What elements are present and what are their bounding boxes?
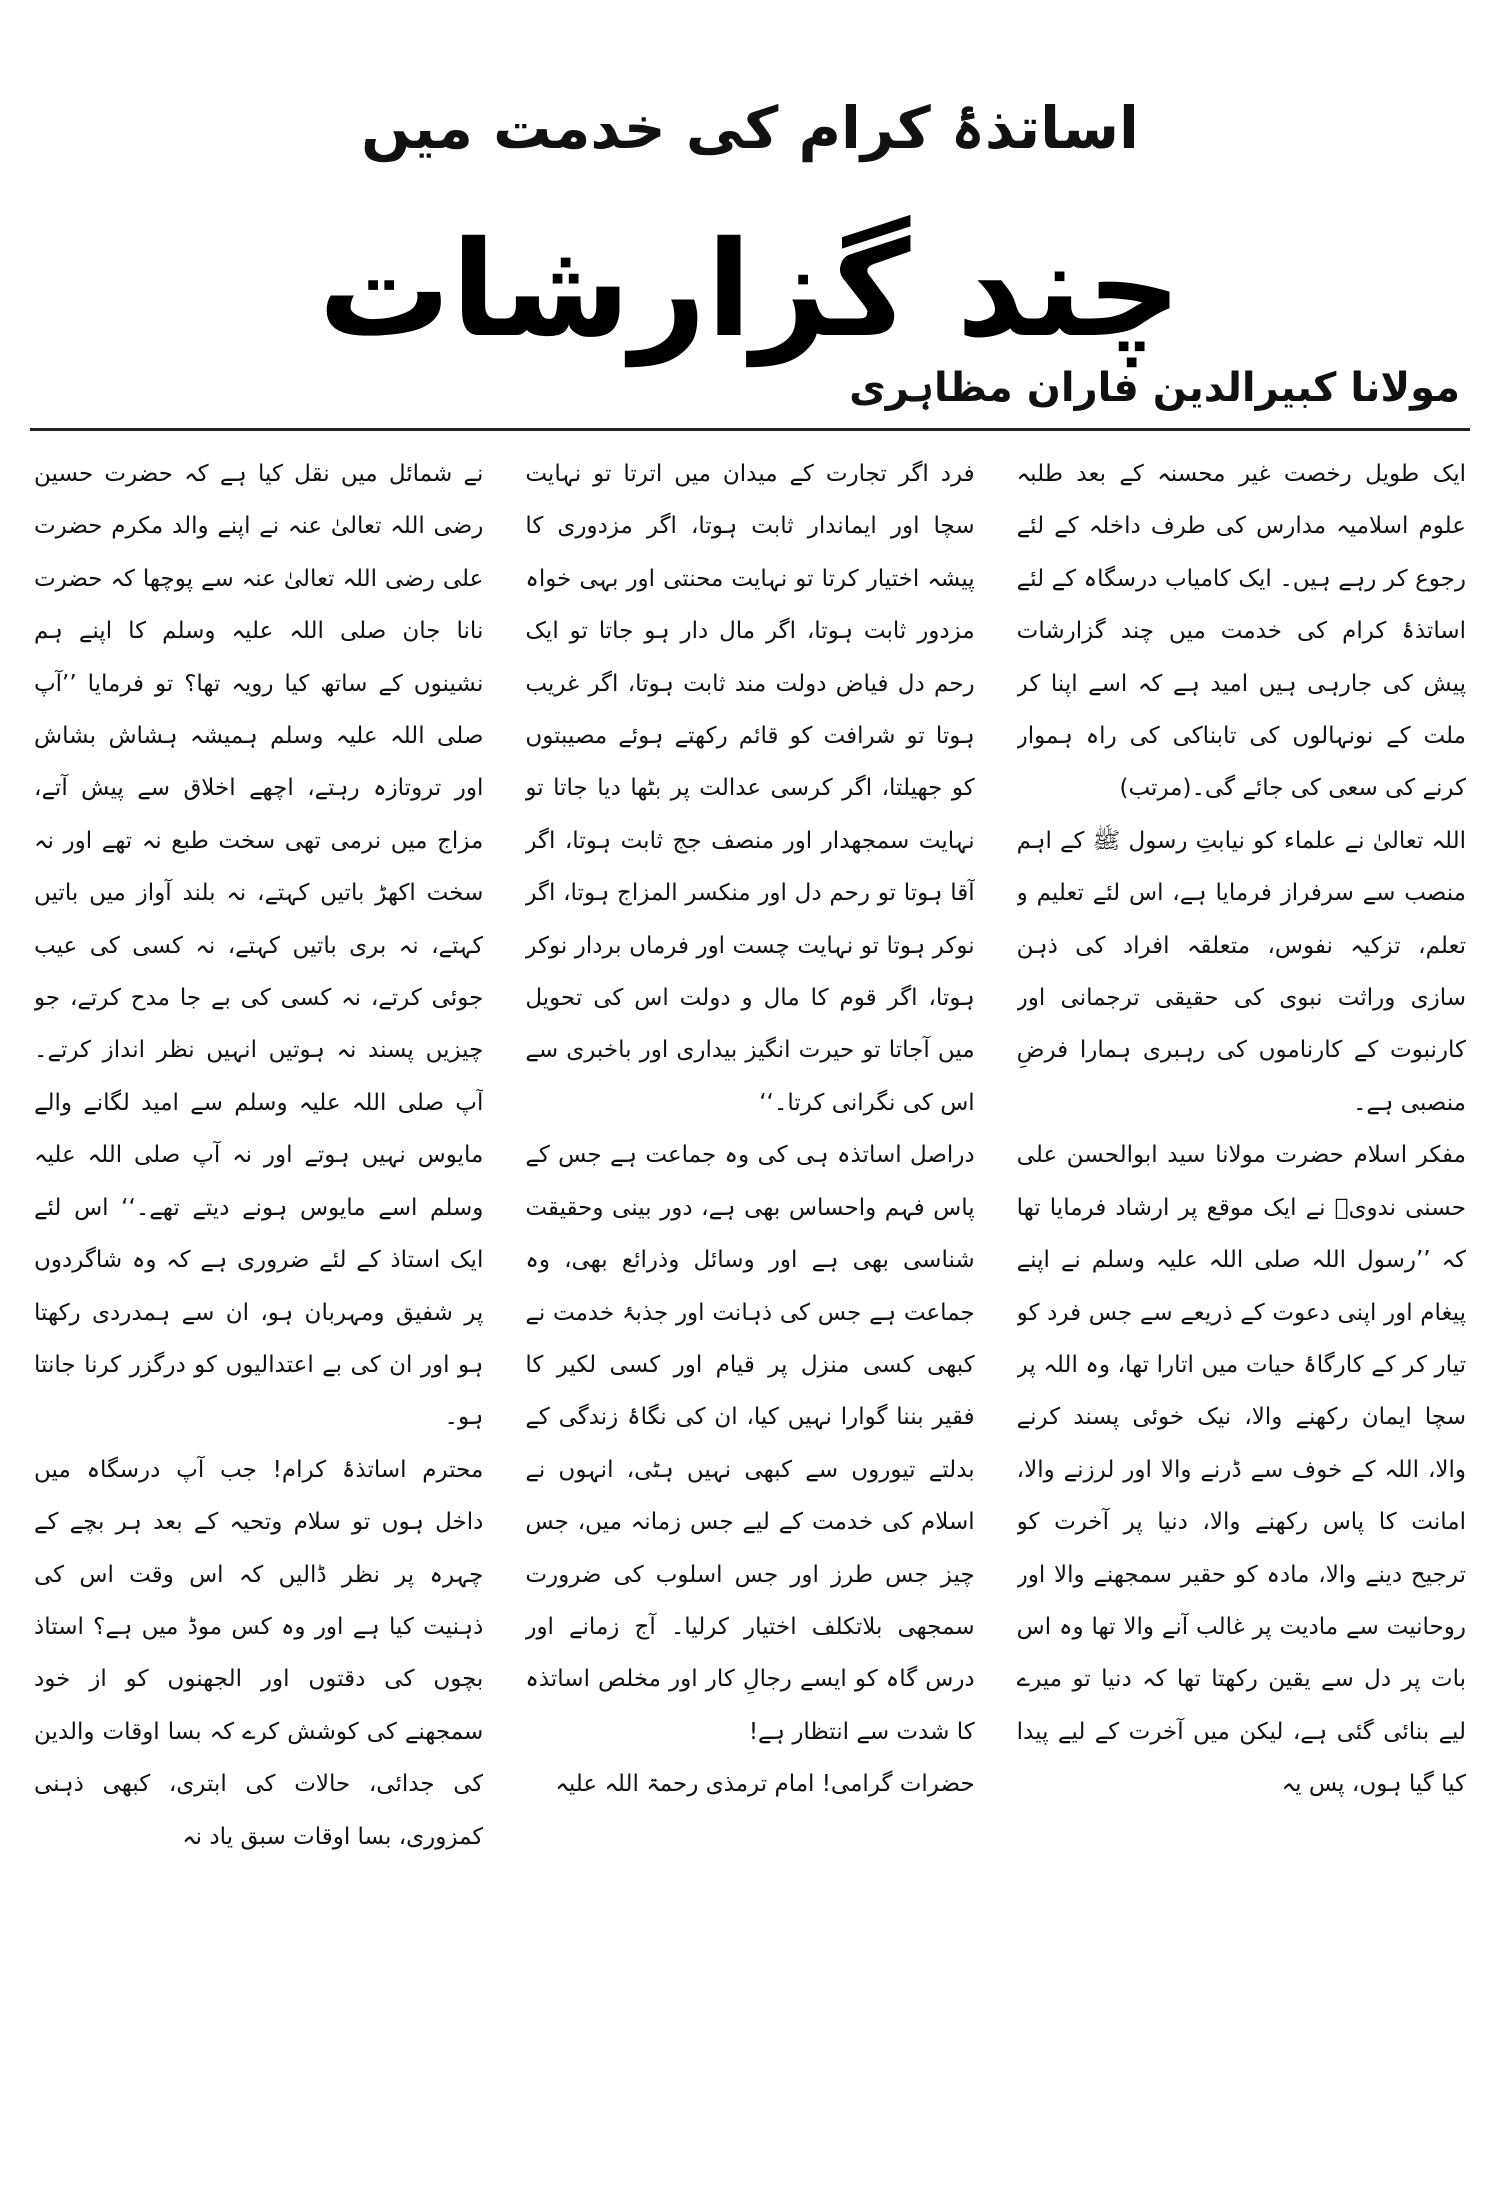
article-headline: چند گزارشات [318,213,1182,367]
paragraph: نے شمائل میں نقل کیا ہے کہ حضرت حسین رضی اللہ تعالیٰ عنہ نے اپنے والد مکرم حضرت علی رضی اللہ تعالیٰ عنہ سے پوچھا کہ حضرت نانا جان صلی اللہ علیہ وسلم کا اپنے ہم نشینوں کے ساتھ کیا رویہ تھا؟ تو فرمایا ’’آپ صلی اللہ علیہ وسلم ہمیشہ ہشاش بشاش اور تروتازہ رہتے، اچھے اخلاق سے پیش آتے، مزاج میں نرمی تھی سخت طبع نہ تھے اور نہ سخت اکھڑ باتیں کہتے، نہ بلند آواز میں باتیں کہتے، نہ بری باتیں کہتے، نہ کسی کی عیب جوئی کرتے، نہ کسی کی بے جا مدح کرتے، جو چیزیں پسند نہ ہوتیں انہیں نظر انداز کرتے۔ آپ صلی اللہ علیہ وسلم سے امید لگانے والے مایوس نہیں ہوتے اور نہ آپ صلی اللہ علیہ وسلم اسے مایوس ہونے دیتے تھے۔‘‘ اس لئے ایک استاذ کے لئے ضروری ہے کہ وہ شاگردوں پر شفیق ومہربان ہو، ان سے ہمدردی رکھتا ہو اور ان کی بے اعتدالیوں کو درگزر کرنا جانتا ہو۔ [34,461,484,1431]
paragraph: حضرات گرامی! امام ترمذی رحمۃ اللہ علیہ [555,1771,975,1798]
paragraph: دراصل اساتذہ ہی کی وہ جماعت ہے جس کے پاس فہم واحساس بھی ہے، دور بینی وحقیقت شناسی بھی ہے اور وسائل وذرائع بھی، وہ جماعت ہے جس کی ذہانت اور جذبۂ خدمت نے کبھی کسی منزل پر قیام اور کسی لکیر کا فقیر بننا گوارا نہیں کیا، ان کی نگاۂ زندگی کے بدلتے تیوروں سے کبھی نہیں ہٹی، انہوں نے اسلام کی خدمت کے لیے جس زمانہ میں، جس چیز جس طرز اور جس اسلوب کی ضرورت سمجھی بلاتکلف اختیار کرلیا۔ آج زمانے اور درس گاہ کو ایسے رجالِ کار اور مخلص اساتذہ کا شدت سے انتظار ہے! [525,1142,975,1745]
article-body [34,448,1466,2178]
column-right [1017,448,1466,2178]
column-middle [525,448,974,2178]
paragraph: اللہ تعالیٰ نے علماء کو نیابتِ رسول ﷺ کے اہم منصب سے سرفراز فرمایا ہے، اس لئے تعلیم و تعلم، تزکیہ نفوس، متعلقہ افراد کی ذہن سازی وراثت نبوی کی حقیقی ترجمانی اور کارنبوت کے کارناموں کی رہبری ہمارا فرضِ منصبی ہے۔ [1016,827,1466,1116]
paragraph: مفکر اسلام حضرت مولانا سید ابوالحسن علی حسنی ندویؒ نے ایک موقع پر ارشاد فرمایا تھا کہ ’’رسول اللہ صلی اللہ علیہ وسلم نے اپنے پیغام اور اپنی دعوت کے ذریعے سے جس فرد کو تیار کر کے کارگاۂ حیات میں اتارا تھا، وہ اللہ پر سچا ایمان رکھنے والا، نیک خوئی پسند کرنے والا، اللہ کے خوف سے ڈرنے والا اور لرزنے والا، امانت کا پاس رکھنے والا، دنیا پر آخرت کو ترجیح دینے والا، مادہ کو حقیر سمجھنے والا اور روحانیت سے مادیت پر غالب آنے والا تھا وہ اس بات پر دل سے یقین رکھتا تھا کہ دنیا تو میرے لیے بنائی گئی ہے، لیکن میں آخرت کے لیے پیدا کیا گیا ہوں، پس یہ [1016,1142,1466,1798]
author-byline: مولانا کبیرالدین فاران مظاہری [849,365,1460,411]
article-kicker: اساتذۂ کرام کی خدمت میں [361,94,1139,162]
paragraph: ایک طویل رخصت غیر محسنہ کے بعد طلبہ علوم اسلامیہ مدارس کی طرف داخلہ کے لئے رجوع کر رہے ہیں۔ ایک کامیاب درسگاہ کے لئے اساتذۂ کرام کی خدمت میں چند گزارشات پیش کی جارہی ہیں امید ہے کہ اسے اپنا کر ملت کے نونہالوں کی تابناکی کی راہ ہموار کرنے کی سعی کی جائے گی۔(مرتب) [1016,461,1466,802]
paragraph: فرد اگر تجارت کے میدان میں اترتا تو نہایت سچا اور ایماندار ثابت ہوتا، اگر مزدوری کا پیشہ اختیار کرتا تو نہایت محنتی اور بہی خواہ مزدور ثابت ہوتا، اگر مال دار ہو جاتا تو ایک رحم دل فیاض دولت مند ثابت ہوتا، اگر غریب ہوتا تو شرافت کو قائم رکھتے ہوئے مصیبتوں کو جھیلتا، اگر کرسی عدالت پر بٹھا دیا جاتا تو نہایت سمجھدار اور منصف جج ثابت ہوتا، اگر آقا ہوتا تو رحم دل اور منکسر المزاج ہوتا، اگر نوکر ہوتا تو نہایت چست اور فرماں بردار نوکر ہوتا، اگر قوم کا مال و دولت اس کی تحویل میں آجاتا تو حیرت انگیز بیداری اور باخبری سے اس کی نگرانی کرتا۔‘‘ [525,461,975,1116]
header-divider [30,428,1470,431]
column-left [34,448,483,2178]
paragraph: محترم اساتذۂ کرام! جب آپ درسگاہ میں داخل ہوں تو سلام وتحیہ کے بعد ہر بچے کے چہرہ پر نظر ڈالیں کہ اس وقت اس کی ذہنیت کیا ہے اور وہ کس موڈ میں ہے؟ استاذ بچوں کی دقتوں اور الجھنوں کو از خود سمجھنے کی کوشش کرے کہ بسا اوقات والدین کی جدائی، حالات کی ابتری، کبھی ذہنی کمزوری، بسا اوقات سبق یاد نہ [34,1456,484,1850]
